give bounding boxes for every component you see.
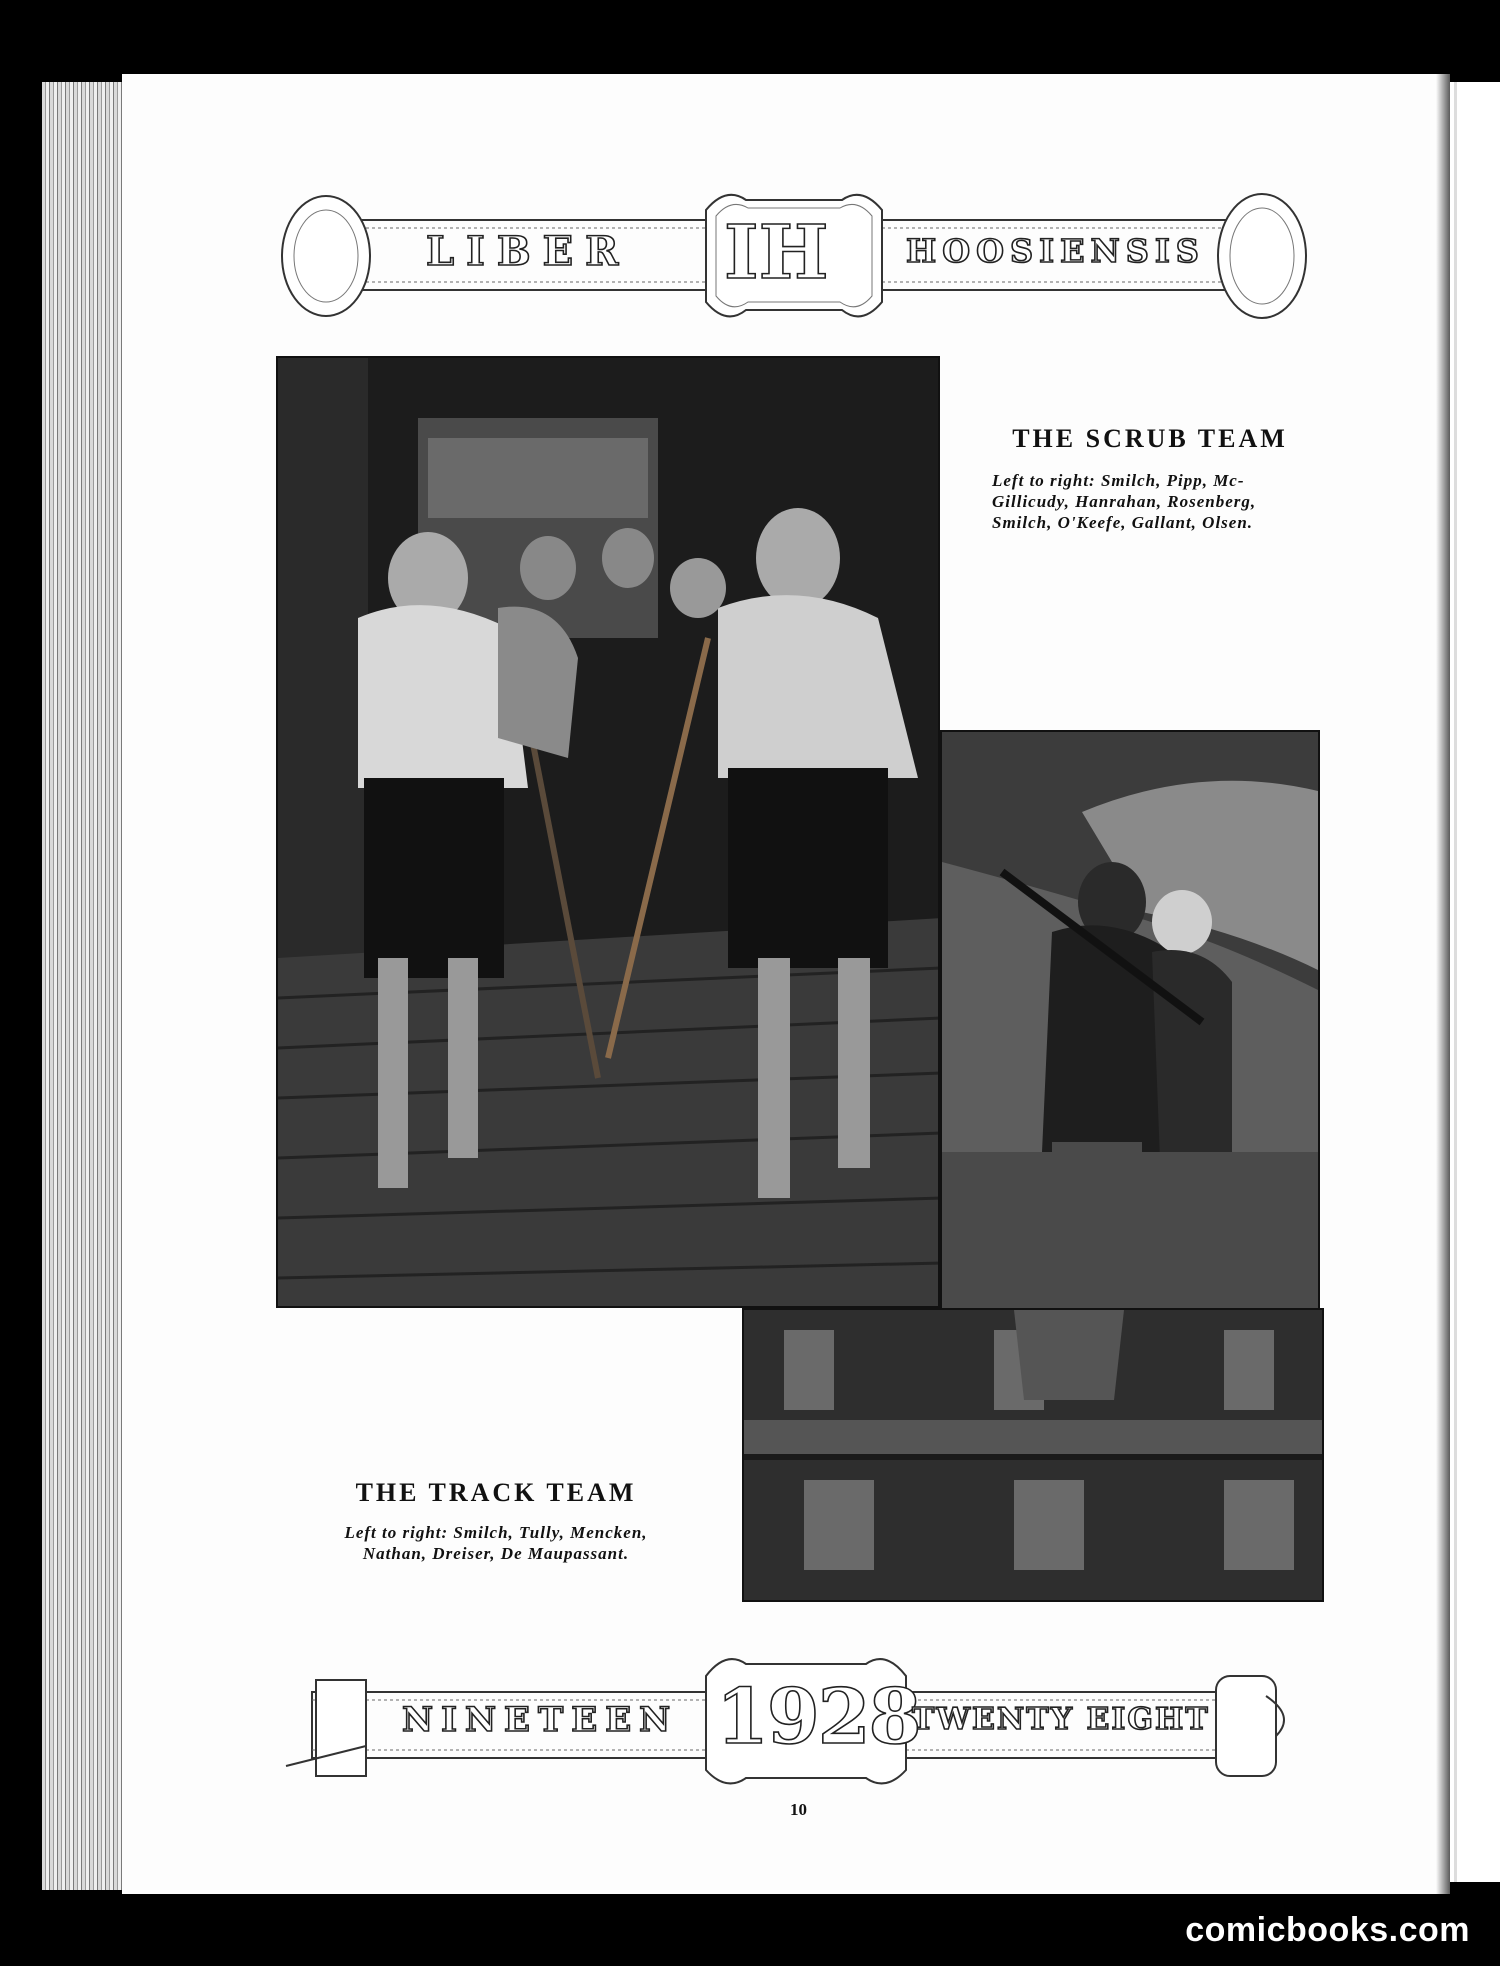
track-team-photo-image-lower xyxy=(744,1310,1324,1602)
header-banner xyxy=(276,180,1312,320)
track-team-photo-image-upper xyxy=(942,732,1320,1310)
banner-right-word: TWENTY EIGHT xyxy=(912,1702,1210,1737)
banner-left-word: LIBER xyxy=(426,228,631,275)
track-team-photo-lower xyxy=(742,1308,1324,1602)
track-team-title: THE TRACK TEAM xyxy=(355,1478,637,1507)
scrub-team-caption xyxy=(992,470,1312,533)
binding-shadow xyxy=(1436,74,1450,1894)
caption-line: Nathan, Dreiser, De Maupassant. xyxy=(362,1544,630,1563)
footer-banner xyxy=(276,1636,1312,1786)
banner-year: 1928 xyxy=(716,1672,920,1761)
scrub-team-photo-image xyxy=(278,358,940,1308)
track-team-photo-upper xyxy=(940,730,1320,1310)
caption-line: Smilch, O'Keefe, Gallant, Olsen. xyxy=(992,513,1254,532)
banner-right-word: HOOSIENSIS xyxy=(906,232,1205,270)
scrub-team-title: THE SCRUB TEAM xyxy=(1012,424,1288,453)
facing-page-edge xyxy=(1448,82,1500,1882)
scrub-team-photo xyxy=(276,356,940,1308)
banner-left-word: NINETEEN xyxy=(402,1700,679,1740)
watermark: comicbooks.com xyxy=(1185,1911,1470,1949)
track-team-caption xyxy=(276,1522,716,1564)
caption-line: Gillicudy, Hanrahan, Rosenberg, xyxy=(992,492,1257,511)
banner-monogram: IH xyxy=(724,210,829,296)
book-page-stack xyxy=(42,82,128,1890)
caption-line: Left to right: Smilch, Pipp, Mc- xyxy=(992,471,1245,490)
caption-line: Left to right: Smilch, Tully, Mencken, xyxy=(344,1523,648,1542)
page-number: 10 xyxy=(790,1800,807,1819)
